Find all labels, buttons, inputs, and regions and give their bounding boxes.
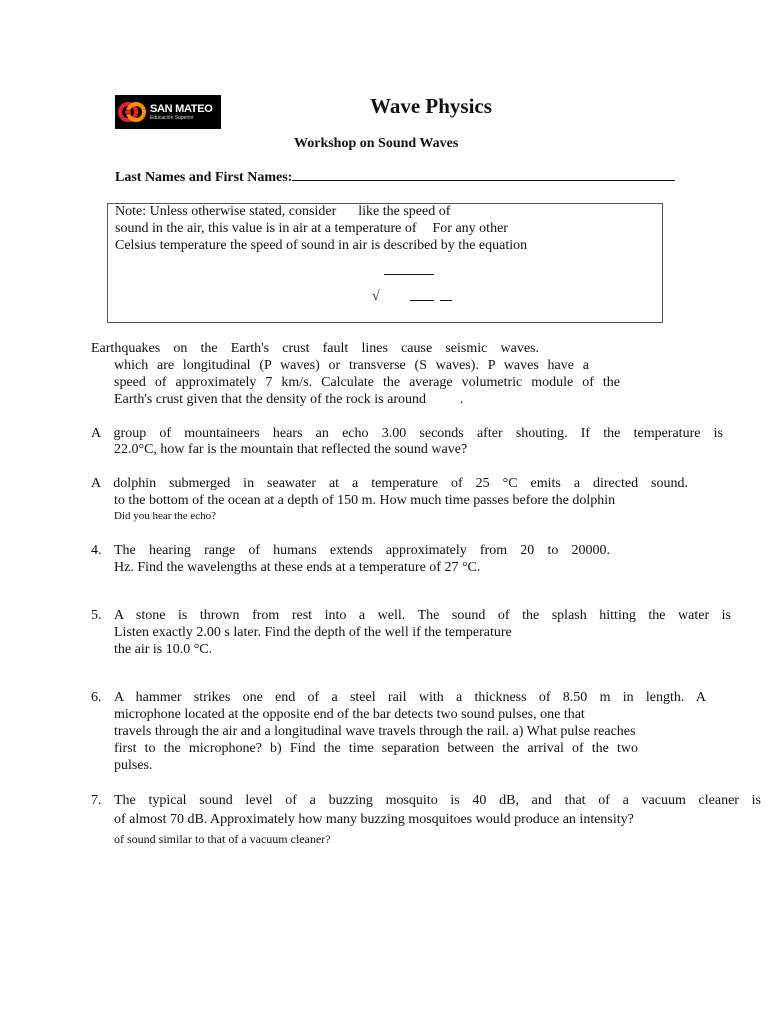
problem-6-line-2: microphone located at the opposite end of the bar detects two sound pulses, one that <box>114 707 585 722</box>
problem-6-line-4: first to the microphone? b) Find the time separation between the arrival of the two <box>114 741 638 756</box>
note-line-1a: Note: Unless otherwise stated, consider <box>115 204 337 219</box>
note-line-1 <box>115 204 450 220</box>
note-box <box>107 203 663 323</box>
problem-7-line-1: The typical sound level of a buzzing mosquito is 40 dB, and that of a vacuum cleaner is <box>114 793 761 808</box>
logo-name: SAN MATEO <box>150 102 213 115</box>
problem-1-line-1: Earthquakes on the Earth's crust fault lines cause seismic waves. <box>91 341 539 356</box>
equation-fraction-bar <box>384 274 434 275</box>
problem-1-line-4-text: Earth's crust given that the density of the rock is around <box>114 392 426 407</box>
name-label: Last Names and First Names: <box>115 170 293 185</box>
name-field <box>115 168 675 186</box>
problem-7-number: 7. <box>91 793 102 808</box>
problem-3-line-3: Did you hear the echo? <box>114 510 217 522</box>
problem-6-line-5: pulses. <box>114 758 153 773</box>
name-blank-line <box>292 168 675 181</box>
logo-rings-icon <box>117 97 147 127</box>
problem-5-line-3: the air is 10.0 °C. <box>114 642 213 657</box>
page-title: Wave Physics <box>370 94 492 118</box>
problem-6-number: 6. <box>91 690 102 705</box>
note-line-2a: sound in the air, this value is in air at a temperature of <box>115 221 417 236</box>
problem-3-line-1: A dolphin submerged in seawater at a temperature of 25 °C emits a directed sound. <box>91 476 688 491</box>
problem-2-line-2: 22.0°C, how far is the mountain that reflected the sound wave? <box>114 442 468 457</box>
note-line-3: Celsius temperature the speed of sound in air is described by the equation <box>115 238 528 253</box>
problem-1-line-3: speed of approximately 7 km/s. Calculate the average volumetric module of the <box>114 375 620 390</box>
problem-4-number: 4. <box>91 543 102 558</box>
page-subtitle: Workshop on Sound Waves <box>294 136 459 151</box>
problem-4-line-1: The hearing range of humans extends approximately from 20 to 20000. <box>114 543 610 558</box>
institution-logo <box>115 95 221 129</box>
note-line-1b: like the speed of <box>358 204 451 219</box>
problem-3-line-2: to the bottom of the ocean at a depth of 150 m. How much time passes before the dolphin <box>114 493 616 508</box>
logo-tagline: Educación Superior <box>150 114 194 121</box>
problem-5-number: 5. <box>91 608 102 623</box>
problem-4-line-2: Hz. Find the wavelengths at these ends at a temperature of 27 °C. <box>114 560 481 575</box>
problem-1-line-4 <box>114 392 464 408</box>
equation-fraction-bar-small <box>410 300 434 301</box>
note-line-2b: For any other <box>432 221 508 236</box>
problem-7-line-3: of sound similar to that of a vacuum cleaner? <box>114 832 331 846</box>
problem-1-line-2: which are longitudinal (P waves) or transverse (S waves). P waves have a <box>114 358 589 373</box>
problem-1-line-4-end: . <box>460 392 464 407</box>
problem-6-line-1: A hammer strikes one end of a steel rail with a thickness of 8.50 m in length. A <box>114 690 706 705</box>
problem-5-line-2: Listen exactly 2.00 s later. Find the depth of the well if the temperature <box>114 625 512 640</box>
equation-dash <box>440 300 452 301</box>
sqrt-symbol: √ <box>372 289 380 304</box>
problem-7-line-2: of almost 70 dB. Approximately how many buzzing mosquitoes would produce an intensity? <box>114 812 634 827</box>
problem-6-line-3: travels through the air and a longitudinal wave travels through the rail. a) What pulse reaches <box>114 724 636 739</box>
problem-5-line-1: A stone is thrown from rest into a well. The sound of the splash hitting the water is <box>114 608 731 623</box>
problem-2-line-1: A group of mountaineers hears an echo 3.00 seconds after shouting. If the temperature is <box>91 426 723 441</box>
note-line-2 <box>115 221 508 237</box>
